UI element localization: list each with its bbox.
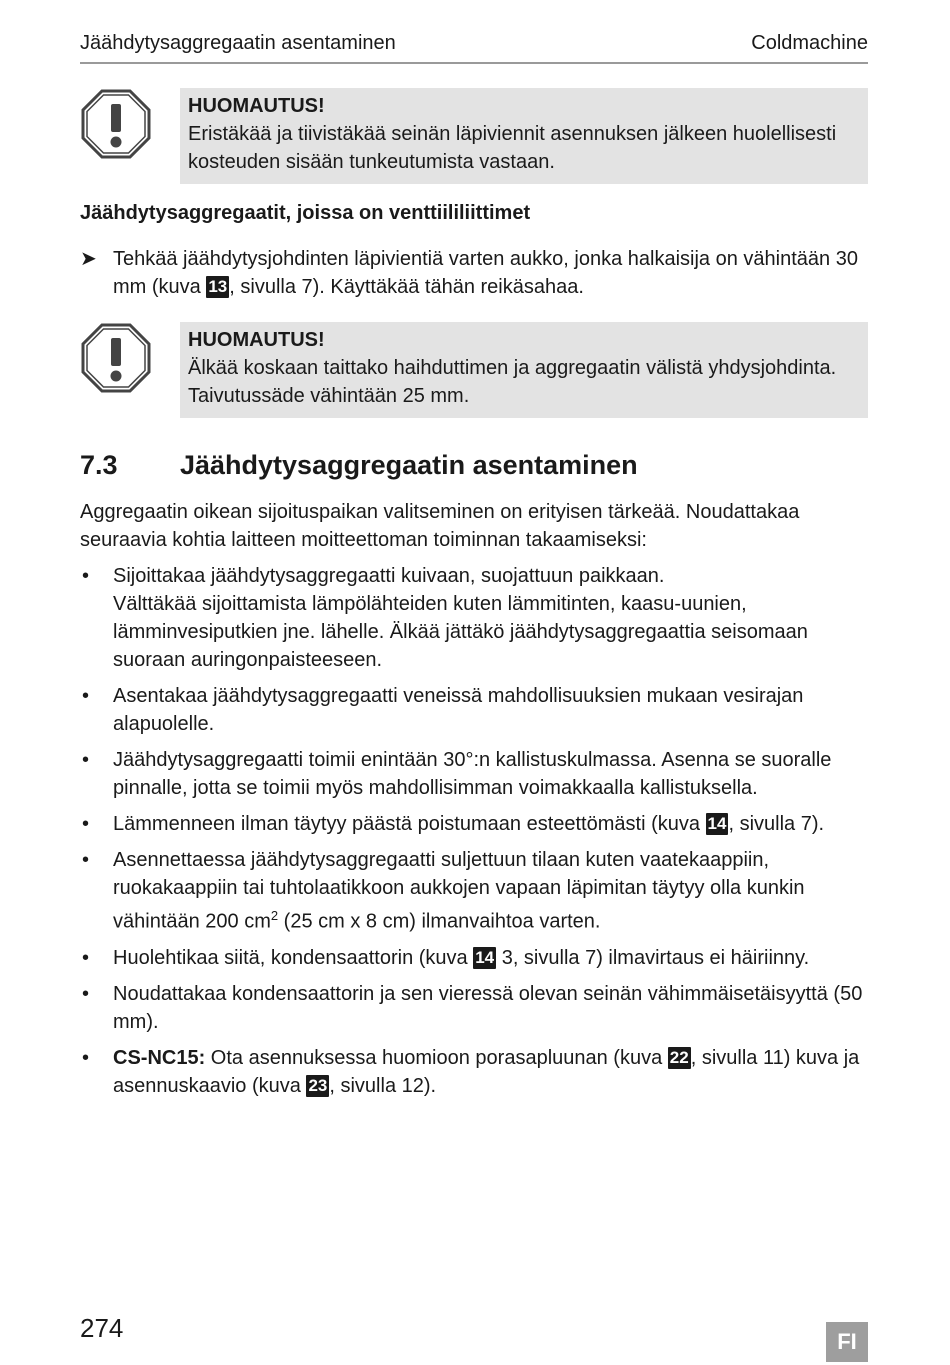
list-item	[80, 944, 868, 972]
superscript: 2	[270, 908, 279, 923]
list-item-text: 3, sivulla 7) ilmavirtaus ei häiriinny.	[496, 946, 810, 969]
language-badge: FI	[826, 1322, 868, 1362]
list-item	[80, 810, 868, 838]
figure-reference: 14	[707, 814, 727, 833]
step-text-after: , sivulla 7). Käyttäkää tähän reikäsahaa.	[229, 276, 584, 298]
notice-text: Eristäkää ja tiivistäkää seinän läpiviennit asennuksen jälkeen huolellisesti kosteuden sisään tunkeutumista vastaan.	[188, 123, 837, 173]
list-item-text: , sivulla 12).	[329, 1074, 437, 1097]
warning-octagon-icon	[80, 88, 152, 160]
section-number: 7.3	[80, 450, 118, 480]
list-item-text: (25 cm x 8 cm) ilmanvaihtoa varten.	[278, 910, 601, 933]
figure-reference: 23	[308, 1075, 328, 1095]
header-product-name: Coldmachine	[751, 32, 868, 54]
list-item	[80, 846, 868, 936]
list-item-text: Välttäkää sijoittamista lämpölähteiden kuten lämmitinten, kaasu-uunien, lämminvesiputkien jne. lähelle. Älkää jättäkö jäähdytysaggregaattia seisomaan suoraan auringonpaisteeseen.	[113, 593, 808, 671]
intro-paragraph: Aggregaatin oikean sijoituspaikan valitseminen on erityisen tärkeää. Noudattakaa seuraavia kohtia laitteen moitteettoman toiminnan takaamiseksi:	[80, 501, 800, 551]
bullet-icon: •	[82, 685, 90, 707]
step-text	[113, 245, 868, 301]
list-item-text: Jäähdytysaggregaatti toimii enintään 30°:n kallistuskulmassa. Asenna se suoralle pinnalle, jotta se toimii myös mahdollisimman voimakkaalla kallistuksella.	[113, 749, 832, 799]
page-number: 274	[80, 1313, 124, 1343]
figure-reference: 13	[208, 277, 228, 296]
notice-title: HUOMAUTUS!	[188, 95, 325, 117]
list-item-text: Huolehtikaa siitä, kondensaattorin (kuva	[113, 946, 474, 969]
bullet-icon: •	[82, 849, 90, 871]
list-item	[80, 682, 868, 738]
bullet-icon: •	[82, 813, 90, 835]
list-item	[80, 980, 868, 1036]
list-item-text: , sivulla 11) kuva ja asennuskaavio (kuva	[113, 1046, 860, 1097]
bullet-icon: •	[82, 749, 90, 771]
figure-reference: 14	[475, 947, 495, 967]
notice-title: HUOMAUTUS!	[188, 329, 325, 351]
notice-box	[180, 88, 868, 184]
notice-box	[180, 322, 868, 418]
step-text-before: Tehkää jäähdytysjohdinten läpivientiä varten aukko, jonka halkaisija on vähintään 30 mm (kuva	[113, 248, 858, 298]
arrow-icon: ➤	[80, 248, 97, 270]
list-item-text: Ota asennuksessa huomioon porasapluunan (kuva	[205, 1046, 668, 1069]
bullet-icon: •	[82, 982, 90, 1005]
header-section-title: Jäähdytysaggregaatin asentaminen	[80, 32, 396, 54]
page-header	[80, 30, 868, 64]
list-item-text: Lämmenneen ilman täytyy päästä poistumaan esteettömästi (kuva	[113, 813, 706, 835]
list-item	[80, 1044, 868, 1100]
section-title: Jäähdytysaggregaatin asentaminen	[180, 450, 638, 480]
figure-reference: 22	[669, 1047, 689, 1067]
warning-octagon-icon	[80, 322, 152, 394]
notice-text: Älkää koskaan taittako haihduttimen ja aggregaatin välistä yhdysjohdinta. Taivutussäde vähintään 25 mm.	[188, 357, 837, 407]
list-item-text: Sijoittakaa jäähdytysaggregaatti kuivaan, suojattuun paikkaan.	[113, 565, 665, 587]
bullet-icon: •	[82, 946, 90, 969]
list-item	[80, 746, 868, 802]
bullet-list	[80, 562, 868, 1108]
bullet-icon: •	[82, 565, 90, 587]
list-item-text: Asentakaa jäähdytysaggregaatti veneissä mahdollisuuksien mukaan vesirajan alapuolelle.	[113, 685, 804, 735]
bullet-icon: •	[82, 1046, 90, 1069]
model-label: CS-NC15:	[113, 1046, 206, 1069]
list-item-text: , sivulla 7).	[728, 813, 825, 835]
list-item-text: Noudattakaa kondensaattorin ja sen vieressä olevan seinän vähimmäisetäisyyttä (50 mm).	[113, 982, 863, 1033]
subheading: Jäähdytysaggregaatit, joissa on venttiililiittimet	[80, 202, 531, 224]
list-item	[80, 562, 868, 674]
list-item-text: Asennettaessa jäähdytysaggregaatti suljettuun tilaan kuten vaatekaappiin, ruokakaappiin tai tuhtolaatikkoon aukkojen vapaan läpimitan täytyy olla kunkin vähintään 200 cm	[113, 849, 805, 933]
